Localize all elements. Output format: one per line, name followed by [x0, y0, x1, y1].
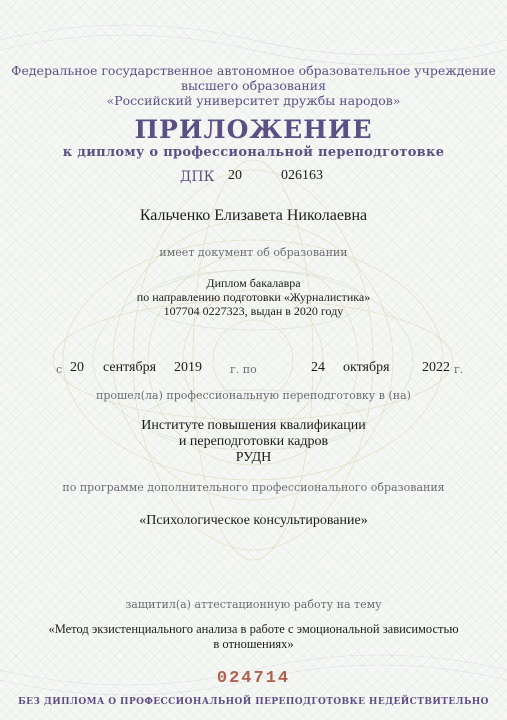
prior-doc-line-1: Диплом бакалавра [206, 276, 301, 290]
thesis-line-2: в отношениях» [213, 637, 294, 651]
prior-doc-line-3: 107704 0227323, выдан в 2020 году [163, 304, 344, 318]
institution-label: прошел(ла) профессиональную переподготовку в (на) [96, 389, 411, 402]
page-title: ПРИЛОЖЕНИЕ [134, 115, 373, 144]
holder-name: Кальченко Елизавета Николаевна [139, 207, 368, 224]
series-number: 026163 [281, 168, 323, 183]
document-number: 024714 [216, 669, 291, 688]
period-to-year: 2022 [422, 360, 450, 375]
period-from-month: сентября [103, 360, 157, 375]
program-name: «Психологическое консультирование» [139, 513, 368, 528]
institution-line-3: РУДН [235, 450, 272, 465]
org-line-3: «Российский университет дружбы народов» [106, 93, 401, 108]
period-from-year: 2019 [174, 360, 202, 375]
period-from-label: с [56, 363, 63, 376]
period-end-suffix: г. [454, 363, 464, 376]
thesis-line-1: «Метод экзистенциального анализа в работе с эмоциональной зависимостью [48, 622, 459, 636]
org-line-2: высшего образования [181, 78, 326, 93]
prior-doc-line-2: по направлению подготовки «Журналистика» [136, 290, 371, 304]
series-code: 20 [228, 168, 242, 183]
series-prefix: ДПК [180, 169, 215, 185]
org-line-1: Федеральное государственное автономное образовательное учреждение [11, 63, 496, 78]
thesis-label: защитил(а) аттестационную работу на тему [125, 598, 382, 611]
footer-notice: БЕЗ ДИПЛОМА О ПРОФЕССИОНАЛЬНОЙ ПЕРЕПОДГОТОВКЕ НЕДЕЙСТВИТЕЛЬНО [18, 697, 489, 707]
period-from-day: 20 [70, 360, 84, 375]
prior-doc-label: имеет документ об образовании [159, 246, 348, 259]
institution-line-2: и переподготовки кадров [178, 434, 329, 449]
program-label: по программе дополнительного профессионального образования [62, 481, 445, 494]
period-year-to-label: г. по [230, 363, 257, 376]
period-to-month: октября [343, 360, 390, 375]
page-subtitle: к диплому о профессиональной переподготовке [62, 145, 445, 160]
institution-line-1: Институте повышения квалификации [141, 418, 366, 433]
period-to-day: 24 [311, 360, 325, 375]
